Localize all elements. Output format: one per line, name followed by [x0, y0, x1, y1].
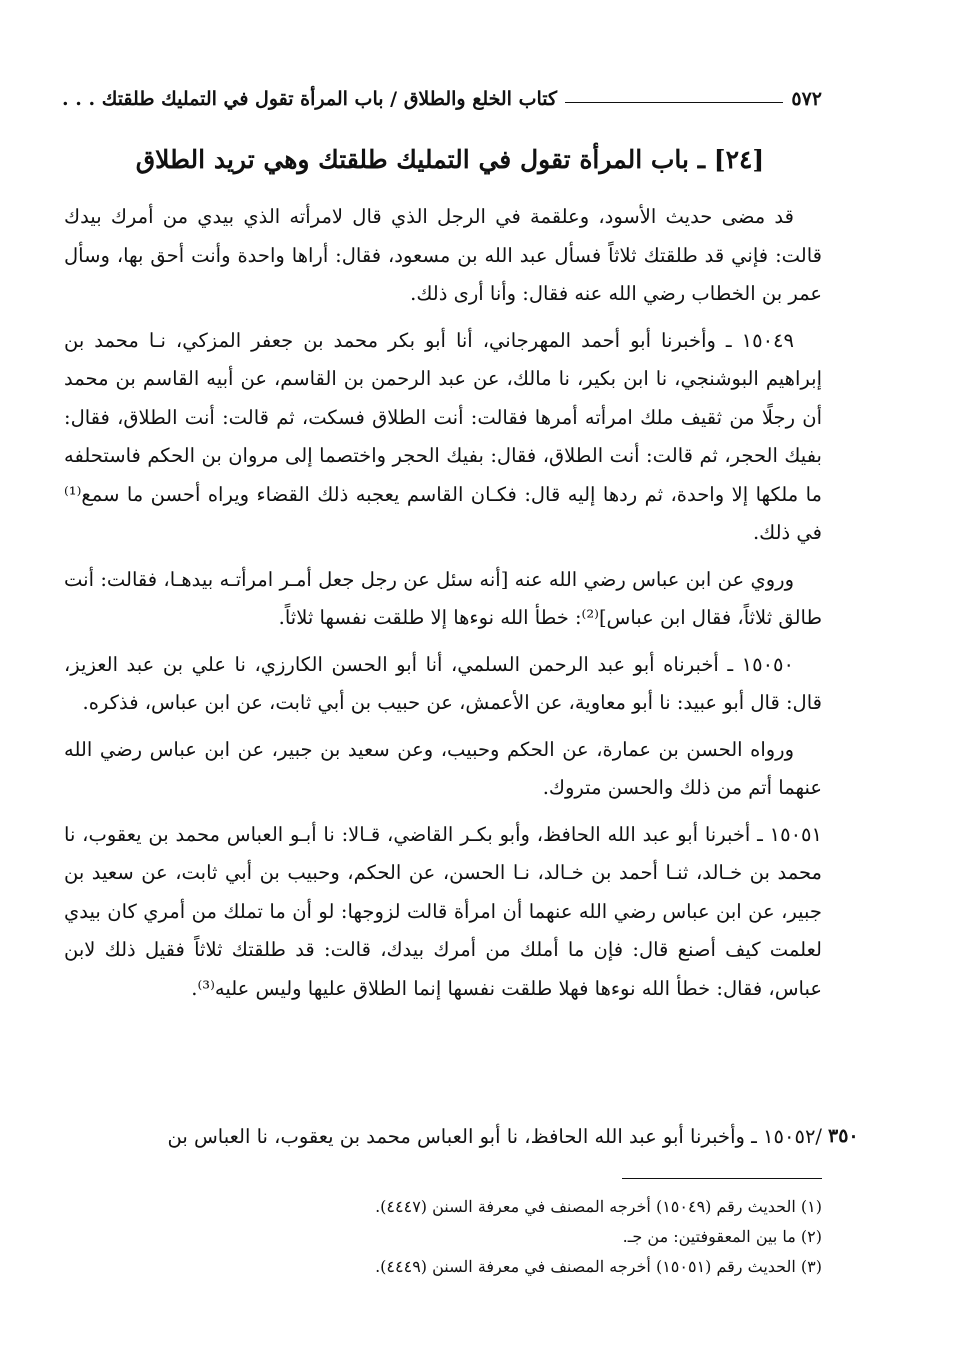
margin-volume-page-number: ٣٥٠ — [828, 1125, 859, 1147]
body-text — [64, 198, 822, 1016]
page-number: ٥٧٢ — [791, 88, 822, 110]
paragraph-intro: قد مضى حديث الأسود، وعلقمة في الرجل الذي قال لامرأته الذي بيدي من أمرك بيدك قالت: فإني قد طلقتك ثلاثاً فسأل عبد الله بن مسعود، فقال: أراها واحدة وأنت أحق بها، وسأل عمر بن الخطاب رضي الله عنه فقال: وأنا أرى ذلك. — [64, 205, 822, 305]
footnote-1: (١) الحديث رقم (١٥٠٤٩) أخرجه المصنف في معرفة السنن (٤٤٤٧). — [375, 1197, 822, 1216]
footnote-divider — [622, 1178, 822, 1179]
paragraph-hadith-15051: ١٥٠٥١ ـ أخبرنا أبو عبد الله الحافظ، وأبو بكـر القاضي، قـالا: نا أبـو العباس محمد بن يعقوب، نا محمد بن خـالد، ثنـا أحمد بن خـالد، نـا الحسن، عن الحكم، وحبيب بن أبي ثابت، عن سعيد بن جبير، عن ابن عباس رضي الله عنهما أن امرأة قالت لزوجها: لو أن ما تملك من أمري كان بيدي لعلمت كيف أصنع قال: فإن ما أملك من أمرك بيدك، قالت: قد طلقتك ثلاثاً فقيل ذلك لابن عباس، فقال: خطأ الله نوءها فهلا طلقت نفسها إنما الطلاق عليها وليس عليه⁽³⁾. — [64, 822, 822, 1000]
running-title: كتاب الخلع والطلاق / باب المرأة تقول في التمليك طلقتك . . . — [62, 88, 558, 110]
header-rule — [565, 102, 783, 103]
paragraph-hasan-narration: ورواه الحسن بن عمارة، عن الحكم وحبيب، وعن سعيد بن جبير، عن ابن عباس رضي الله عنهما أتم من ذلك والحسن متروك. — [64, 737, 822, 799]
running-header — [62, 82, 822, 116]
continued-hadith-line: /١٥٠٥٢ ـ وأخبرنا أبو عبد الله الحافظ، نا أبو العباس محمد بن يعقوب، نا العباس بن — [167, 1125, 822, 1148]
paragraph-hadith-15050: ١٥٠٥٠ ـ أخبرناه أبو عبد الرحمن السلمي، أنا أبو الحسن الكارزي، نا علي بن عبد العزيز، قال: قال أبو عبيد: نا أبو معاوية، عن الأعمش، عن حبيب بن أبي ثابت، عن ابن عباس، فذكره. — [64, 652, 822, 714]
chapter-title: [٢٤] ـ باب المرأة تقول في التمليك طلقتك وهي تريد الطلاق — [135, 145, 765, 174]
paragraph-hadith-15049: ١٥٠٤٩ ـ وأخبرنا أبو أحمد المهرجاني، أنا أبو بكر محمد بن جعفر المزكي، نـا محمد بن إبراهيم البوشنجي، نا ابن بكير، نا مالك، عن عبد الرحمن بن القاسم، عن أبيه القاسم بن محمد أن رجلًا من ثقيف ملك امرأته أمرها فقالت: أنت الطلاق فسكت، ثم قالت: أنت الطلاق، فقال: بفيك الحجر، ثم قالت: أنت الطلاق، فقال: بفيك الحجر واختصما إلى مروان بن الحكم فاستحلفه ما ملكها إلا واحدة، ثم ردها إليه قال: فكـان القاسم يعجبه ذلك القضاء ويراه أحسن ما سمع⁽¹⁾ في ذلك. — [64, 328, 822, 544]
footnote-2: (٢) ما بين المعقوفتين: من جـ. — [622, 1227, 822, 1246]
footnote-3: (٣) الحديث رقم (١٥٠٥١) أخرجه المصنف في معرفة السنن (٤٤٤٩). — [375, 1257, 822, 1276]
paragraph-ibn-abbas-report: وروي عن ابن عباس رضي الله عنه [أنه سئل عن رجل جعل أمـر امرأتـه بيدهـا، فقالت: أنت طالق ثلاثاً، فقال ابن عباس]⁽²⁾: خطأ الله نوءها إلا طلقت نفسها ثلاثاً. — [64, 567, 822, 629]
footnotes — [200, 1192, 822, 1282]
